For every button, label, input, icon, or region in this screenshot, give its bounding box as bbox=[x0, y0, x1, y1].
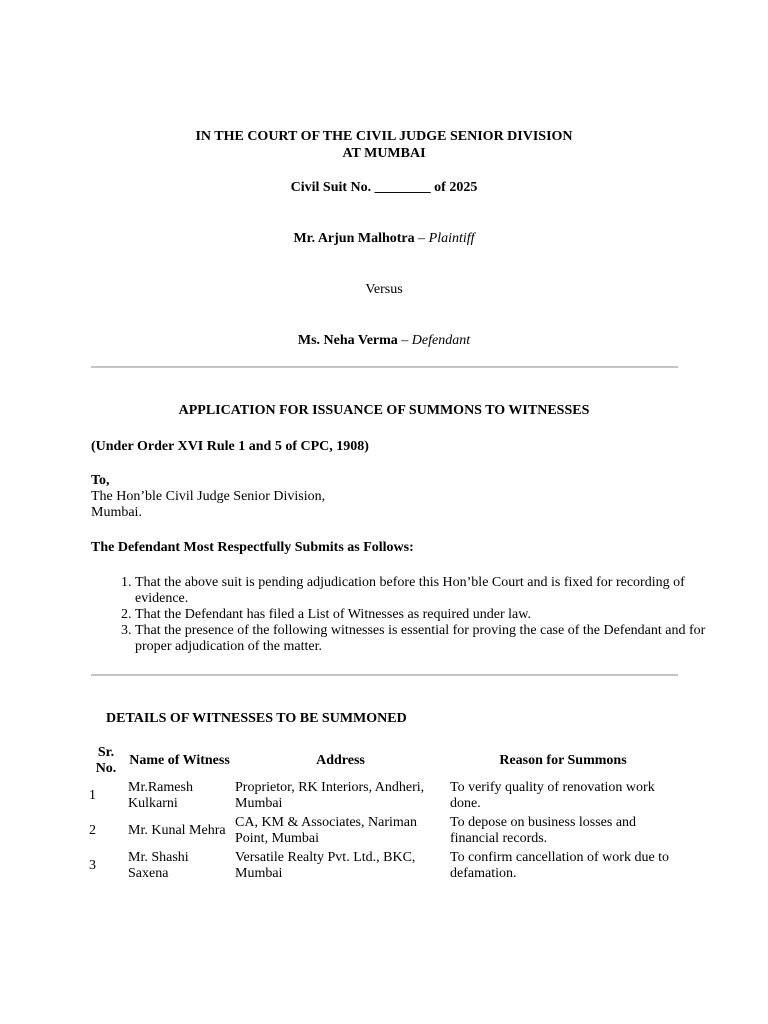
defendant-role: Defendant bbox=[411, 333, 471, 348]
list-item: 1. That the above suit is pending adjudication before this Hon’ble Court and is fixed for recording of evidence. bbox=[135, 575, 725, 607]
under-order-text: (Under Order XVI Rule 1 and 5 of CPC, 1908) bbox=[91, 439, 369, 454]
col-name: Name of Witness bbox=[129, 753, 230, 768]
cell-name: Mr.Ramesh Kulkarni bbox=[128, 780, 193, 811]
divider-bottom bbox=[91, 674, 678, 676]
cell-name: Mr. Kunal Mehra bbox=[128, 823, 226, 838]
col-sr-no: Sr. No. bbox=[95, 745, 117, 776]
cell-sr: 3 bbox=[89, 858, 96, 873]
civil-suit-number: Civil Suit No. ________ of 2025 bbox=[290, 180, 478, 195]
application-title: APPLICATION FOR ISSUANCE OF SUMMONS TO WITNESSES bbox=[178, 403, 590, 418]
plaintiff-role: Plaintiff bbox=[428, 231, 475, 246]
court-title-line1: IN THE COURT OF THE CIVIL JUDGE SENIOR DIVISION bbox=[195, 129, 573, 144]
cell-address: Proprietor, RK Interiors, Andheri, Mumbai bbox=[235, 780, 425, 811]
cell-address: Versatile Realty Pvt. Ltd., BKC, Mumbai bbox=[235, 850, 416, 881]
addressee-line2: Mumbai. bbox=[91, 505, 142, 520]
witnesses-heading: DETAILS OF WITNESSES TO BE SUMMONED bbox=[106, 711, 407, 726]
list-item: 3. That the presence of the following witnesses is essential for proving the case of the Defendant and for proper adjudication of the matter. bbox=[135, 623, 725, 655]
cell-reason: To verify quality of renovation work done. bbox=[450, 780, 655, 811]
addressee-line1: The Hon’ble Civil Judge Senior Division, bbox=[91, 489, 326, 504]
list-item: 2. That the Defendant has filed a List of Witnesses as required under law. bbox=[135, 607, 725, 623]
col-reason: Reason for Summons bbox=[499, 753, 627, 768]
divider-top bbox=[91, 366, 678, 368]
submission-points bbox=[91, 575, 725, 655]
table-row bbox=[86, 814, 678, 849]
versus-text: Versus bbox=[365, 282, 403, 297]
cell-reason: To confirm cancellation of work due to defamation. bbox=[450, 850, 670, 881]
defendant-line: Ms. Neha Verma – Defendant bbox=[297, 333, 471, 348]
plaintiff-line: Mr. Arjun Malhotra – Plaintiff bbox=[293, 231, 475, 246]
table-header-row bbox=[86, 745, 678, 779]
col-address: Address bbox=[316, 753, 365, 768]
witnesses-table bbox=[86, 745, 678, 884]
cell-name: Mr. Shashi Saxena bbox=[128, 850, 189, 881]
plaintiff-name: Mr. Arjun Malhotra bbox=[293, 231, 415, 246]
table-row bbox=[86, 779, 678, 814]
cell-sr: 1 bbox=[89, 788, 96, 803]
table-row bbox=[86, 849, 678, 884]
defendant-name: Ms. Neha Verma bbox=[297, 333, 398, 348]
cell-reason: To depose on business losses and financial records. bbox=[450, 815, 637, 846]
cell-address: CA, KM & Associates, Nariman Point, Mumbai bbox=[235, 815, 417, 846]
to-label: To, bbox=[91, 473, 110, 488]
court-title-line2: AT MUMBAI bbox=[342, 146, 426, 161]
submits-heading: The Defendant Most Respectfully Submits as Follows: bbox=[91, 540, 414, 555]
cell-sr: 2 bbox=[89, 823, 96, 838]
